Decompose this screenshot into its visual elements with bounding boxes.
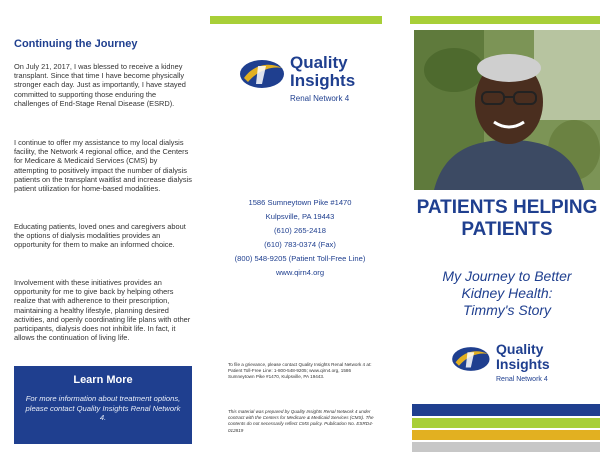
patient-portrait-image [414, 30, 600, 190]
top-accent-bar [210, 16, 382, 24]
quality-insights-logo [236, 54, 376, 110]
toll-free-number: (800) 548-9205 (Patient Toll-Free Line) [234, 254, 366, 263]
paragraph-2: I continue to offer my assistance to my local dialysis facility, the Network 4 regional office, and the Centers for Medicare & Medicaid Services (CMS) by attempting to positively impact the number of dialysis patients on the transplant waitlist and increase dialysis patient utilization for home-based modalities. [14, 138, 192, 194]
subtitle-line-1: My Journey to Better [442, 268, 572, 284]
contact-block [200, 196, 400, 280]
right-panel [400, 0, 600, 464]
title-line-1: PATIENTS HELPING [416, 197, 598, 218]
middle-panel [200, 0, 400, 464]
logo-mark-icon [236, 54, 286, 94]
address-line-2: Kulpsville, PA 19443 [265, 212, 335, 221]
gray-stripe [412, 442, 600, 452]
subtitle-line-2: Kidney Health: [461, 285, 553, 301]
brochure-subtitle [414, 268, 600, 319]
logo-text-network-right: Renal Network 4 [496, 376, 548, 383]
learn-more-text: For more information about treatment options, please contact Quality Insights Renal Network 4. [25, 394, 181, 423]
navy-stripe [412, 404, 600, 416]
lime-stripe [412, 418, 600, 428]
title-line-2: PATIENTS [461, 219, 553, 240]
patient-photo [414, 30, 600, 190]
address-line-1: 1586 Sumneytown Pike #1470 [248, 198, 352, 207]
logo-text-insights-right: Insights [496, 356, 550, 372]
logo-mark-icon-right [448, 342, 492, 376]
brochure-title [414, 197, 600, 241]
grievance-notice: To file a grievance, please contact Quality Insights Renal Network 4 at: Patient Toll-Free Line: 1-800-548-9205; www.qirn4.org, 1586 Sumneytown Pike #1470, Kulpsville, PA 19443. [228, 362, 372, 380]
logo-text-quality: Quality [290, 53, 348, 72]
paragraph-1: On July 21, 2017, I was blessed to receive a kidney transplant. Since that time I have become physically stronger each day. Just as importantly, I have stayed committed to supporting those enduring the challenges of End-Stage Renal Disease (ESRD). [14, 62, 186, 108]
paragraph-3: Educating patients, loved ones and caregivers about the options of dialysis modalities provides an opportunity for them to make an informed choice. [14, 222, 186, 250]
paragraph-4: Involvement with these initiatives provides an opportunity for me to give back by helping others realize that with adherence to their prescription, maintaining a healthy lifestyle, planning desired activities, and openly coordinating life plans with other participants, dialysis does not inhibit life. In fact, it allows the continuation of living life. [14, 278, 191, 343]
website-link[interactable]: www.qirn4.org [275, 268, 325, 277]
fax-number: (610) 783-0374 (Fax) [264, 240, 336, 249]
logo-text-insights: Insights [290, 71, 356, 90]
quality-insights-logo-right [448, 342, 588, 392]
subtitle-line-3: Timmy's Story [462, 302, 552, 318]
section-heading: Continuing the Journey [14, 38, 138, 50]
learn-more-box [14, 366, 192, 444]
disclaimer-text: This material was prepared by Quality Insights Renal Network 4 under contract with the Centers for Medicare & Medicaid Services (CMS). The contents do not necessarily reflect CMS policy. Publication No. ESRD4-012819 [228, 409, 374, 433]
logo-text-network: Renal Network 4 [290, 94, 350, 103]
gold-stripe [412, 430, 600, 440]
top-accent-bar-right [410, 16, 600, 24]
logo-text-quality-right: Quality [496, 341, 544, 357]
phone-number: (610) 265-2418 [274, 226, 326, 235]
left-panel [0, 0, 200, 464]
learn-more-title: Learn More [73, 374, 133, 386]
